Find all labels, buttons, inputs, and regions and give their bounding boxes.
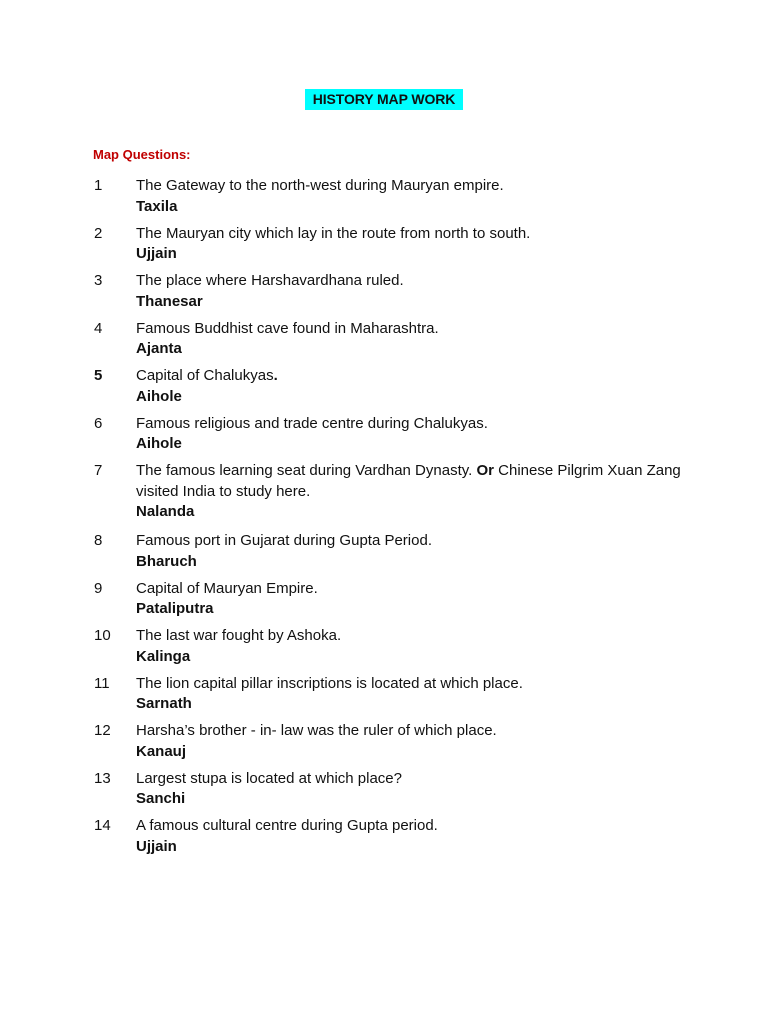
- answer-text: Ujjain: [136, 245, 177, 262]
- question-number: 8: [94, 532, 103, 549]
- question-number: 13: [94, 769, 111, 787]
- question-text: The lion capital pillar inscriptions is located at which place.: [136, 674, 523, 692]
- page-title: HISTORY MAP WORK: [305, 89, 463, 110]
- question-text: The place where Harshavardhana ruled.: [136, 272, 404, 289]
- question-item: [94, 176, 694, 224]
- question-item: [94, 414, 694, 462]
- question-text: The last war fought by Ashoka.: [136, 627, 342, 644]
- question-text: Famous port in Gujarat during Gupta Period.: [136, 532, 432, 549]
- question-number: 7: [94, 462, 103, 479]
- answer-text: Aihole: [136, 435, 182, 452]
- question-number: 2: [94, 224, 103, 242]
- question-item: [94, 531, 694, 579]
- answer-text: Sanchi: [136, 790, 186, 807]
- question-item: [94, 579, 694, 627]
- question-number: 14: [94, 817, 111, 834]
- question-text: Harsha’s brother - in- law was the ruler of which place.: [136, 722, 497, 739]
- question-item: [94, 769, 694, 817]
- question-item: [94, 721, 694, 769]
- question-item: [94, 816, 694, 864]
- question-text: Famous Buddhist cave found in Maharashtra.: [136, 319, 439, 337]
- question-item: [94, 366, 694, 414]
- question-text-continued: Chinese Pilgrim Xuan Zang visited India to study here.: [136, 462, 681, 500]
- question-number: 4: [94, 319, 103, 337]
- question-item: [94, 674, 694, 722]
- answer-text: Nalanda: [136, 503, 195, 520]
- question-item: [94, 224, 694, 272]
- question-text-end: .: [273, 367, 278, 384]
- or-word: Or: [476, 462, 494, 479]
- answer-text: Aihole: [136, 387, 182, 405]
- question-list: [94, 176, 694, 864]
- question-number: 11: [94, 674, 110, 692]
- question-item: [94, 626, 694, 674]
- answer-text: Taxila: [136, 197, 178, 215]
- answer-text: Sarnath: [136, 695, 192, 712]
- section-label: Map Questions:: [93, 147, 191, 162]
- question-number: 3: [94, 272, 103, 289]
- question-text: [136, 461, 694, 502]
- question-number: 12: [94, 722, 111, 739]
- question-text: A famous cultural centre during Gupta period.: [136, 817, 438, 834]
- question-text: Capital of Mauryan Empire.: [136, 579, 318, 597]
- question-item: [94, 319, 694, 367]
- question-text: The Gateway to the north-west during Mauryan empire.: [136, 177, 504, 194]
- question-item: [94, 271, 694, 319]
- question-item: [94, 461, 694, 531]
- question-text: Largest stupa is located at which place?: [136, 769, 402, 787]
- question-number: 6: [94, 414, 103, 432]
- answer-text: Kanauj: [136, 742, 187, 760]
- answer-text: Ujjain: [136, 837, 177, 855]
- question-text-main: Capital of Chalukyas: [136, 367, 274, 384]
- answer-text: Bharuch: [136, 552, 197, 570]
- answer-text: Ajanta: [136, 340, 182, 357]
- answer-text: Thanesar: [136, 292, 203, 310]
- question-text-main: The famous learning seat during Vardhan Dynasty.: [136, 462, 473, 479]
- question-text: [136, 366, 694, 387]
- answer-text: Pataliputra: [136, 600, 214, 617]
- question-text: Famous religious and trade centre during Chalukyas.: [136, 414, 488, 432]
- question-number: 1: [94, 177, 103, 194]
- question-text: The Mauryan city which lay in the route from north to south.: [136, 224, 531, 242]
- answer-text: Kalinga: [136, 647, 191, 665]
- question-number: 5: [94, 367, 103, 384]
- question-number: 10: [94, 627, 111, 644]
- question-number: 9: [94, 579, 103, 597]
